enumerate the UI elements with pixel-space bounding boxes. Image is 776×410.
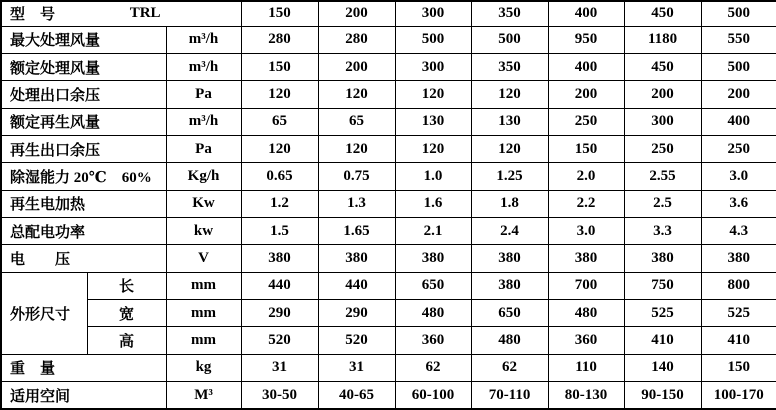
value-cell: 120 <box>318 81 395 108</box>
value-cell: 0.65 <box>241 163 318 190</box>
value-cell: 525 <box>701 300 776 327</box>
value-cell: 300 <box>395 54 471 81</box>
table-row-dimension-height <box>1 327 776 354</box>
unit-cell: m³/h <box>166 26 241 53</box>
value-cell: 2.0 <box>548 163 624 190</box>
unit-cell: Kg/h <box>166 163 241 190</box>
row-label: 重 量 <box>1 354 166 381</box>
value-cell: 520 <box>318 327 395 354</box>
value-cell: 380 <box>318 245 395 272</box>
value-cell: 525 <box>624 300 701 327</box>
value-cell: 950 <box>548 26 624 53</box>
table-row-dehumidify-capacity <box>1 163 776 190</box>
value-cell: 30-50 <box>241 382 318 409</box>
model-column-header: 200 <box>318 1 395 26</box>
value-cell: 1.8 <box>471 190 548 217</box>
unit-cell: kw <box>166 218 241 245</box>
value-cell: 150 <box>241 54 318 81</box>
value-cell: 65 <box>241 108 318 135</box>
model-column-header: 150 <box>241 1 318 26</box>
value-cell: 360 <box>395 327 471 354</box>
unit-cell: V <box>166 245 241 272</box>
value-cell: 150 <box>548 136 624 163</box>
value-cell: 380 <box>241 245 318 272</box>
value-cell: 2.5 <box>624 190 701 217</box>
table-row-rated-airflow <box>1 54 776 81</box>
value-cell: 410 <box>701 327 776 354</box>
model-column-header: 350 <box>471 1 548 26</box>
value-cell: 480 <box>471 327 548 354</box>
value-cell: 31 <box>241 354 318 381</box>
row-label: 电 压 <box>1 245 166 272</box>
table-row-voltage <box>1 245 776 272</box>
unit-cell: m³/h <box>166 108 241 135</box>
dimension-sub-label: 长 <box>87 272 166 299</box>
value-cell: 65 <box>318 108 395 135</box>
unit-cell: mm <box>166 327 241 354</box>
value-cell: 3.0 <box>548 218 624 245</box>
table-row-weight <box>1 354 776 381</box>
dimension-sub-label: 高 <box>87 327 166 354</box>
value-cell: 150 <box>701 354 776 381</box>
value-cell: 550 <box>701 26 776 53</box>
table-row-max-airflow <box>1 26 776 53</box>
value-cell: 1.5 <box>241 218 318 245</box>
model-column-header: 450 <box>624 1 701 26</box>
model-column-header: 300 <box>395 1 471 26</box>
value-cell: 200 <box>624 81 701 108</box>
value-cell: 200 <box>318 54 395 81</box>
table-row-regen-heater <box>1 190 776 217</box>
value-cell: 380 <box>548 245 624 272</box>
value-cell: 120 <box>395 81 471 108</box>
row-label: 处理出口余压 <box>1 81 166 108</box>
row-label: 再生电加热 <box>1 190 166 217</box>
value-cell: 3.6 <box>701 190 776 217</box>
row-label: 额定处理风量 <box>1 54 166 81</box>
dimension-sub-label: 宽 <box>87 300 166 327</box>
table-row-dimension-length <box>1 272 776 299</box>
value-cell: 280 <box>318 26 395 53</box>
row-label: 额定再生风量 <box>1 108 166 135</box>
table-row-regen-outlet-pressure <box>1 136 776 163</box>
value-cell: 1.6 <box>395 190 471 217</box>
value-cell: 650 <box>471 300 548 327</box>
unit-cell: M³ <box>166 382 241 409</box>
table-row-process-outlet-pressure <box>1 81 776 108</box>
value-cell: 1.3 <box>318 190 395 217</box>
value-cell: 120 <box>471 136 548 163</box>
value-cell: 90-150 <box>624 382 701 409</box>
value-cell: 290 <box>241 300 318 327</box>
value-cell: 62 <box>471 354 548 381</box>
unit-cell: kg <box>166 354 241 381</box>
value-cell: 290 <box>318 300 395 327</box>
value-cell: 2.4 <box>471 218 548 245</box>
value-cell: 380 <box>471 245 548 272</box>
value-cell: 650 <box>395 272 471 299</box>
value-cell: 380 <box>624 245 701 272</box>
value-cell: 1.25 <box>471 163 548 190</box>
unit-cell: Pa <box>166 136 241 163</box>
unit-cell: Pa <box>166 81 241 108</box>
value-cell: 3.0 <box>701 163 776 190</box>
row-label: 适用空间 <box>1 382 166 409</box>
value-cell: 2.2 <box>548 190 624 217</box>
value-cell: 1180 <box>624 26 701 53</box>
value-cell: 130 <box>395 108 471 135</box>
value-cell: 31 <box>318 354 395 381</box>
table-row-model <box>1 1 776 26</box>
value-cell: 800 <box>701 272 776 299</box>
value-cell: 62 <box>395 354 471 381</box>
value-cell: 120 <box>241 136 318 163</box>
unit-cell: m³/h <box>166 54 241 81</box>
value-cell: 3.3 <box>624 218 701 245</box>
value-cell: 480 <box>395 300 471 327</box>
value-cell: 250 <box>701 136 776 163</box>
row-label: 除湿能力 20℃ 60% <box>1 163 166 190</box>
unit-cell: mm <box>166 272 241 299</box>
value-cell: 450 <box>624 54 701 81</box>
value-cell: 200 <box>701 81 776 108</box>
value-cell: 1.2 <box>241 190 318 217</box>
value-cell: 500 <box>395 26 471 53</box>
row-label: 再生出口余压 <box>1 136 166 163</box>
value-cell: 0.75 <box>318 163 395 190</box>
dimensions-group-label: 外形尺寸 <box>1 272 87 354</box>
value-cell: 110 <box>548 354 624 381</box>
value-cell: 40-65 <box>318 382 395 409</box>
value-cell: 120 <box>318 136 395 163</box>
value-cell: 2.1 <box>395 218 471 245</box>
value-cell: 500 <box>701 54 776 81</box>
value-cell: 100-170 <box>701 382 776 409</box>
unit-cell: Kw <box>166 190 241 217</box>
value-cell: 140 <box>624 354 701 381</box>
model-column-header: 500 <box>701 1 776 26</box>
value-cell: 1.65 <box>318 218 395 245</box>
value-cell: 520 <box>241 327 318 354</box>
value-cell: 440 <box>318 272 395 299</box>
value-cell: 500 <box>471 26 548 53</box>
value-cell: 120 <box>395 136 471 163</box>
table-row-total-power <box>1 218 776 245</box>
value-cell: 1.0 <box>395 163 471 190</box>
table-row-applicable-space <box>1 382 776 409</box>
value-cell: 70-110 <box>471 382 548 409</box>
value-cell: 60-100 <box>395 382 471 409</box>
value-cell: 410 <box>624 327 701 354</box>
model-series-value: TRL <box>129 5 161 22</box>
value-cell: 250 <box>624 136 701 163</box>
value-cell: 120 <box>471 81 548 108</box>
row-label: 最大处理风量 <box>1 26 166 53</box>
model-column-header: 400 <box>548 1 624 26</box>
value-cell: 280 <box>241 26 318 53</box>
value-cell: 130 <box>471 108 548 135</box>
value-cell: 4.3 <box>701 218 776 245</box>
value-cell: 350 <box>471 54 548 81</box>
unit-cell: mm <box>166 300 241 327</box>
table-row-dimension-width <box>1 300 776 327</box>
value-cell: 750 <box>624 272 701 299</box>
table-row-regen-airflow <box>1 108 776 135</box>
value-cell: 2.55 <box>624 163 701 190</box>
value-cell: 360 <box>548 327 624 354</box>
value-cell: 380 <box>471 272 548 299</box>
value-cell: 80-130 <box>548 382 624 409</box>
value-cell: 700 <box>548 272 624 299</box>
value-cell: 250 <box>548 108 624 135</box>
value-cell: 120 <box>241 81 318 108</box>
model-label: 型 号 <box>10 7 56 24</box>
value-cell: 400 <box>548 54 624 81</box>
value-cell: 200 <box>548 81 624 108</box>
model-header-cell <box>1 1 241 26</box>
value-cell: 480 <box>548 300 624 327</box>
value-cell: 300 <box>624 108 701 135</box>
row-label: 总配电功率 <box>1 218 166 245</box>
value-cell: 400 <box>701 108 776 135</box>
value-cell: 380 <box>701 245 776 272</box>
value-cell: 440 <box>241 272 318 299</box>
value-cell: 380 <box>395 245 471 272</box>
